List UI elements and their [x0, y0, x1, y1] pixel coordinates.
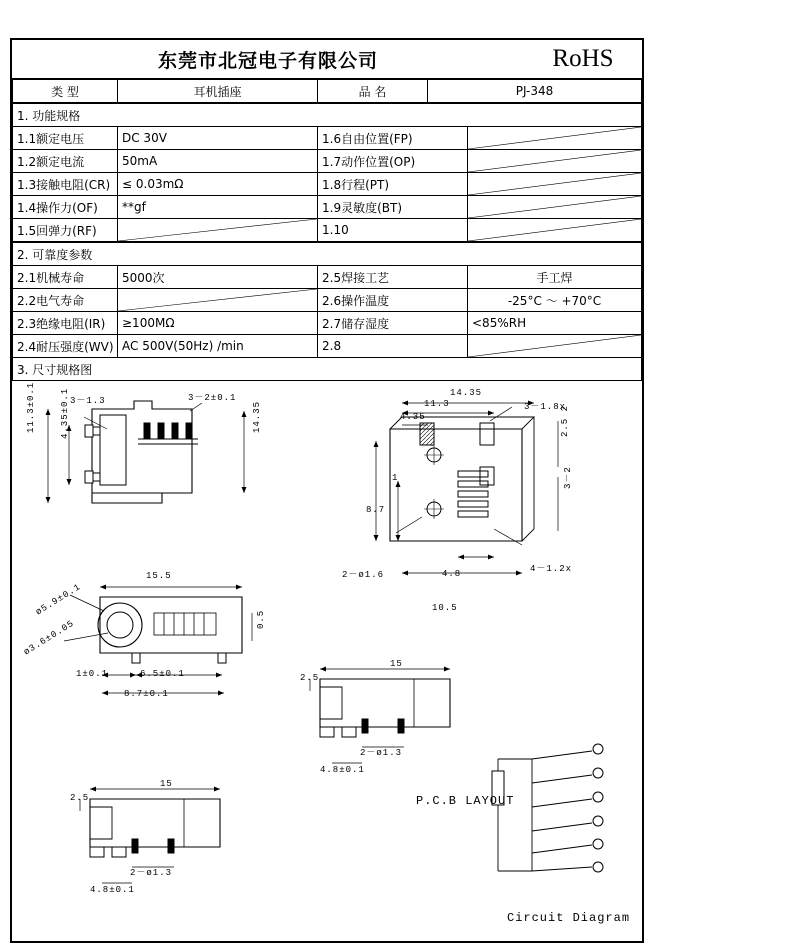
section-header-row	[13, 104, 642, 127]
row-label: 1.5回弹力(RF)	[13, 219, 118, 242]
circuit-diagram-caption: Circuit Diagram	[507, 911, 631, 925]
dim-2-d1.3-mid: 2－ø1.3	[360, 748, 403, 758]
row-label: 1.1额定电压	[13, 127, 118, 150]
dim-d5.9: ø5.9±0.1	[34, 581, 83, 618]
dim-15.5: 15.5	[146, 571, 172, 581]
dim-3-2: 3－2±0.1	[188, 393, 237, 403]
row-label: 1.6自由位置(FP)	[318, 127, 468, 150]
dim-1pm0.1: 1±0.1	[76, 669, 109, 679]
row-value: <85%RH	[468, 312, 642, 335]
row-value-empty	[468, 219, 642, 242]
row-value: -25°C ～ +70°C	[468, 289, 642, 312]
rohs-mark: RoHS	[552, 45, 614, 72]
row-label: 2.2电气寿命	[13, 289, 118, 312]
dim-2.5-2: 2.5 2	[560, 404, 570, 437]
row-value-empty	[468, 150, 642, 173]
row-label: 1.7动作位置(OP)	[318, 150, 468, 173]
row-label: 2.5焊接工艺	[318, 266, 468, 289]
dim-d3.6: ø3.6±0.05	[22, 618, 77, 658]
row-value-empty	[468, 173, 642, 196]
table-row	[13, 289, 642, 312]
dim-14.35-top: 14.35	[450, 388, 483, 398]
table-row	[13, 80, 642, 103]
table-row	[13, 219, 642, 242]
section-header-row	[13, 243, 642, 266]
reliability-spec-table	[12, 242, 642, 380]
row-value: AC 500V(50Hz) /min	[118, 335, 318, 358]
dim-2.5-mid: 2.5	[300, 673, 320, 683]
table-row	[13, 335, 642, 358]
row-value-empty	[468, 127, 642, 150]
row-value: DC 30V	[118, 127, 318, 150]
dim-4-1.2x: 4－1.2x	[530, 564, 573, 574]
dim-3-1.3: 3－1.3	[70, 396, 106, 406]
section-1-title: 1. 功能规格	[13, 104, 642, 127]
row-value: 手工焊	[468, 266, 642, 289]
drawings-svg	[12, 381, 642, 941]
row-value: ≥100MΩ	[118, 312, 318, 335]
table-row	[13, 266, 642, 289]
table-row	[13, 127, 642, 150]
row-value: **gf	[118, 196, 318, 219]
type-value: 耳机插座	[118, 80, 318, 103]
dim-2-d1.3-bot: 2－ø1.3	[130, 868, 173, 878]
dim-4.35: 4.35±0.1	[60, 387, 70, 439]
dim-14.35-left: 14.35	[252, 400, 262, 433]
row-value-empty	[118, 289, 318, 312]
dim-4.35-top: 4.35	[400, 412, 426, 422]
row-label: 2.3绝缘电阻(IR)	[13, 312, 118, 335]
spec-sheet	[10, 38, 644, 943]
dim-2.5-bot: 2.5	[70, 793, 90, 803]
dim-11.3: 11.3±0.1	[26, 381, 36, 433]
product-name-value: PJ-348	[428, 80, 642, 103]
row-value: 50mA	[118, 150, 318, 173]
table-row	[13, 196, 642, 219]
row-label: 2.8	[318, 335, 468, 358]
section-3-title: 3. 尺寸规格图	[13, 358, 642, 381]
section-header-row	[13, 358, 642, 381]
sheet-header	[12, 40, 642, 79]
dim-10.5: 10.5	[432, 603, 458, 613]
row-value-empty	[468, 196, 642, 219]
dim-4.8-mid: 4.8±0.1	[320, 765, 365, 775]
row-value-empty	[118, 219, 318, 242]
row-label: 1.8行程(PT)	[318, 173, 468, 196]
dim-4.8: 4.8	[442, 569, 462, 579]
row-label: 1.3接触电阻(CR)	[13, 173, 118, 196]
dim-15-mid: 15	[390, 659, 403, 669]
dim-15-bot: 15	[160, 779, 173, 789]
dim-0.5: 0.5	[256, 609, 266, 629]
row-value: 5000次	[118, 266, 318, 289]
table-row	[13, 312, 642, 335]
row-label: 1.4操作力(OF)	[13, 196, 118, 219]
dim-11.3-top: 11.3	[424, 399, 450, 409]
row-label: 1.9灵敏度(BT)	[318, 196, 468, 219]
table-row	[13, 173, 642, 196]
row-label: 1.2额定电流	[13, 150, 118, 173]
dim-6.5: 6.5±0.1	[140, 669, 185, 679]
dim-2-d1.6: 2－ø1.6	[342, 570, 385, 580]
table-row	[13, 150, 642, 173]
product-name-label: 品 名	[318, 80, 428, 103]
row-value-empty	[468, 335, 642, 358]
dim-3-1.8x: 3－1.8x	[524, 402, 567, 412]
row-value: ≤ 0.03mΩ	[118, 173, 318, 196]
dimension-drawings	[12, 380, 642, 941]
company-name: 东莞市北冠电子有限公司	[157, 49, 378, 72]
type-label: 类 型	[13, 80, 118, 103]
row-label: 2.7储存湿度	[318, 312, 468, 335]
dim-3-2-right: 3－2	[563, 466, 573, 489]
row-label: 1.10	[318, 219, 468, 242]
dim-8.7: 8.7	[366, 505, 386, 515]
type-name-table	[12, 79, 642, 103]
dim-8.7pm: 8.7±0.1	[124, 689, 169, 699]
function-spec-table	[12, 103, 642, 242]
dim-4.8-bot: 4.8±0.1	[90, 885, 135, 895]
row-label: 2.4耐压强度(WV)	[13, 335, 118, 358]
section-2-title: 2. 可靠度参数	[13, 243, 642, 266]
pcb-layout-caption: P.C.B LAYOUT	[416, 794, 515, 808]
row-label: 2.1机械寿命	[13, 266, 118, 289]
dim-1: 1	[392, 473, 399, 483]
row-label: 2.6操作温度	[318, 289, 468, 312]
